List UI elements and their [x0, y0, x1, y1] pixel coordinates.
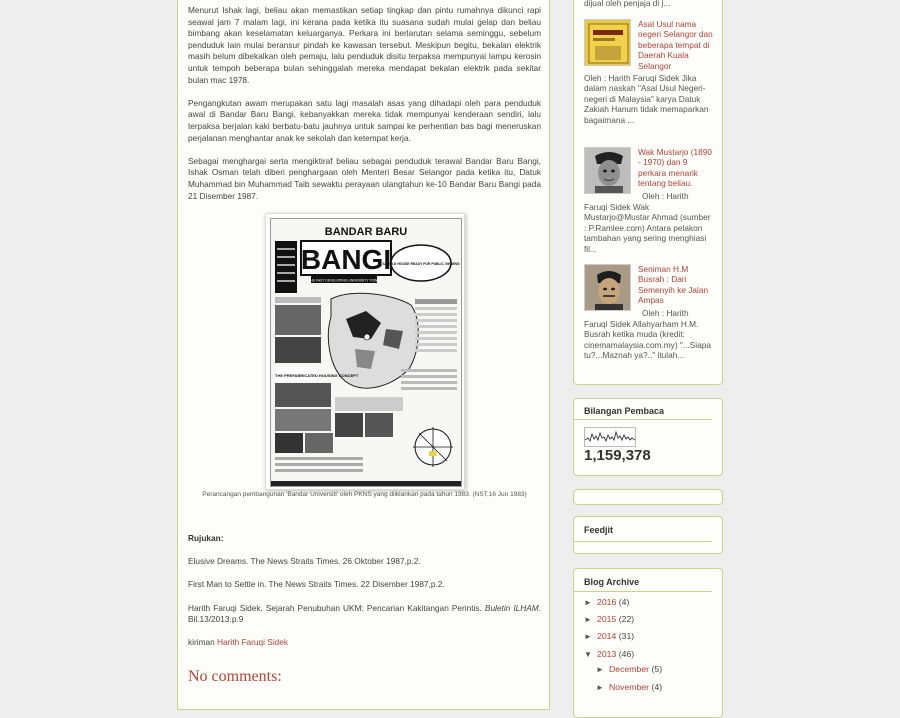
post-column [177, 0, 550, 710]
post-body [188, 5, 541, 214]
poster-tagline: THE FAST DEVELOPING UNIVERSITY TOWN [308, 278, 380, 283]
reference-item: First Man to Settle in. The News Straits Times. 22 Disember 1987,p.2. [188, 579, 445, 590]
post-thumbnail[interactable] [584, 19, 631, 66]
popular-post-title-link[interactable]: Asal Usul nama negeri Selangor dan beberapa tempat di Daerah Kuala Selangor [638, 19, 713, 71]
popular-posts-top-snippet: dijual oleh penjaja di j... [584, 0, 671, 8]
archive-year-2014 [584, 631, 634, 641]
archive-link[interactable]: 2013 [597, 649, 617, 659]
poster-heading: BANDAR BARU [324, 226, 408, 238]
empty-widget [573, 489, 723, 505]
post-paragraph: Pengangkutan awam merupakan satu lagi masalah asas yang dihadapi oleh para penduduk awal di Bandar Baru Bangi, kebanyakkan mereka tidak mempunyai kenderaan sendiri, lalu terpaksa berjalan kaki berbatu-batu jauhnya untuk sampai ke perhentian bas bagi meneruskan perjalanan menghantar anak ke sekolah dan ketempat kerja. [188, 97, 541, 143]
archive-count: (4) [651, 682, 663, 692]
reference-item: Elusive Dreams. The News Straits Times. 26 Oktober 1987,p.2. [188, 556, 421, 567]
reader-count-value: 1,159,378 [584, 447, 651, 464]
popular-post-snippet-right: Oleh : Harith [642, 308, 689, 318]
popular-post-snippet-right: Oleh : Harith [642, 191, 689, 201]
archive-count: (5) [651, 664, 663, 674]
reader-sparkline [584, 427, 636, 447]
kiriman-line [188, 637, 541, 649]
post-image-frame[interactable] [265, 213, 465, 490]
popular-post-snippet: Faruqi Sidek Wak Mustarjo@Mustar Ahmad (sumber : P.Ramlee.com) Antara pelakon tambahan yang sering menghiasi fil... [584, 202, 711, 254]
archive-year-2016 [584, 597, 629, 607]
kiriman-prefix: kiriman [188, 637, 218, 648]
archive-year-2013 [584, 649, 634, 659]
archive-count: (22) [618, 614, 635, 624]
reader-count-title: Bilangan Pembaca [574, 399, 712, 420]
popular-post-title-link[interactable]: Wak Mustarjo (1890 - 1970) dan 9 perkara menarik tentang beliau. [638, 147, 712, 189]
archive-month-december [596, 664, 662, 674]
archive-link[interactable]: November [609, 682, 650, 692]
expand-triangle-icon[interactable]: ► [596, 683, 604, 692]
post-thumbnail[interactable] [584, 147, 631, 194]
archive-count: (4) [618, 597, 630, 607]
popular-posts-widget [573, 0, 723, 385]
references-heading: Rujukan: [188, 533, 224, 543]
expand-triangle-icon[interactable]: ► [584, 632, 592, 641]
author-link[interactable]: Harith Faruqi Sidek [217, 637, 289, 648]
popular-post-snippet: Faruqi Sidek Allahyarham H.M. Busrah ketika muda (kredit: cinemamalaysia.com.my) "...Siapa tu?...Maznah ya?.." itulah... [584, 319, 711, 361]
image-caption: Perancangan pembangunan 'Bandar Universiti' oleh PKNS yang diiklankan pada tahun 1983. (NST,16 Jun 1983) [202, 491, 527, 498]
poster-title: BANGI [300, 244, 392, 275]
archive-count: (31) [618, 631, 635, 641]
expand-triangle-icon[interactable]: ► [584, 598, 592, 607]
reference-journal: Buletin ILHAM [484, 602, 539, 613]
feedjit-title: Feedjit [574, 517, 712, 542]
no-comments-heading: No comments: [188, 668, 282, 685]
reference-text: Harith Faruqi Sidek. Sejarah Penubuhan UKM: Pencarian Kakitangan Perintis. [188, 602, 485, 613]
archive-link[interactable]: December [609, 664, 650, 674]
archive-month-november [596, 682, 662, 692]
blog-archive-title: Blog Archive [574, 569, 712, 592]
poster-concept-label: THE PREFABRICATED HOUSING CONCEPT [275, 373, 359, 378]
popular-post-title-link[interactable]: Seniman H.M Busrah : Dari Semenyih ke Jalan Ampas [638, 264, 709, 306]
post-paragraph: Menurut Ishak lagi, beliau akan memastikan setiap tingkap dan pintu rumahnya dikunci rapi seawal jam 7 malam lagi, ini kerana pada ketika itu suasana sudah mulai gelap dan beliau bimbang akan keselamatan keluarganya. Perkara ini berlarutan selama seminggu, sebelum penduduk lain mulai beransur pindah ke kawasan tersebut. Meskipun begitu, bekalan elektrik masih belum dibekalkan oleh pemaju, lalu penduduk disitu terpaksa mempunyai lampu kerosin untuk tempoh beberapa bulan sehinggalah mereka mendapat bekalan elektrik pada sekitar bulan mac 1978. [188, 5, 541, 85]
archive-link[interactable]: 2015 [597, 614, 617, 624]
reference-tail: . Bil.13/2013.p.9 [188, 602, 542, 625]
poster-sample-house: SAMPLE HOUSE READY FOR PUBLIC VIEWING [382, 262, 460, 266]
bandar-baru-bangi-poster-image[interactable] [270, 218, 462, 487]
archive-count: (46) [618, 649, 635, 659]
archive-link[interactable]: 2016 [597, 597, 617, 607]
reference-item [188, 603, 541, 626]
expand-triangle-icon[interactable]: ► [596, 665, 604, 674]
expand-triangle-icon[interactable]: ► [584, 615, 592, 624]
collapse-triangle-icon[interactable]: ▼ [584, 650, 592, 659]
feedjit-widget [573, 516, 723, 554]
post-thumbnail[interactable] [584, 264, 631, 311]
post-paragraph: Sebagai menghargai serta mengiktiraf beliau sebagai penduduk terawal Bandar Baru Bangi, Ishak Osman telah diberi penghargaan oleh Menteri Besar Selangor pada ketika itu, Datuk Muhammad bin Muhammad Taib sewaktu perayaan ulangtahun ke-10 Bandar Baru Bangi pada 21 Disember 1987. [188, 155, 541, 201]
blog-archive-widget [573, 568, 723, 718]
popular-post-snippet: Oleh : Harith Faruqi Sidek Jika dalam naskah "Asal Usul Negeri-negeri di Malaysia" karya Datuk Zakiah Hanum tidak memaparkan bagaimana ... [584, 73, 709, 125]
references-section [188, 533, 541, 661]
archive-year-2015 [584, 614, 634, 624]
archive-link[interactable]: 2014 [597, 631, 617, 641]
reader-count-widget [573, 398, 723, 476]
